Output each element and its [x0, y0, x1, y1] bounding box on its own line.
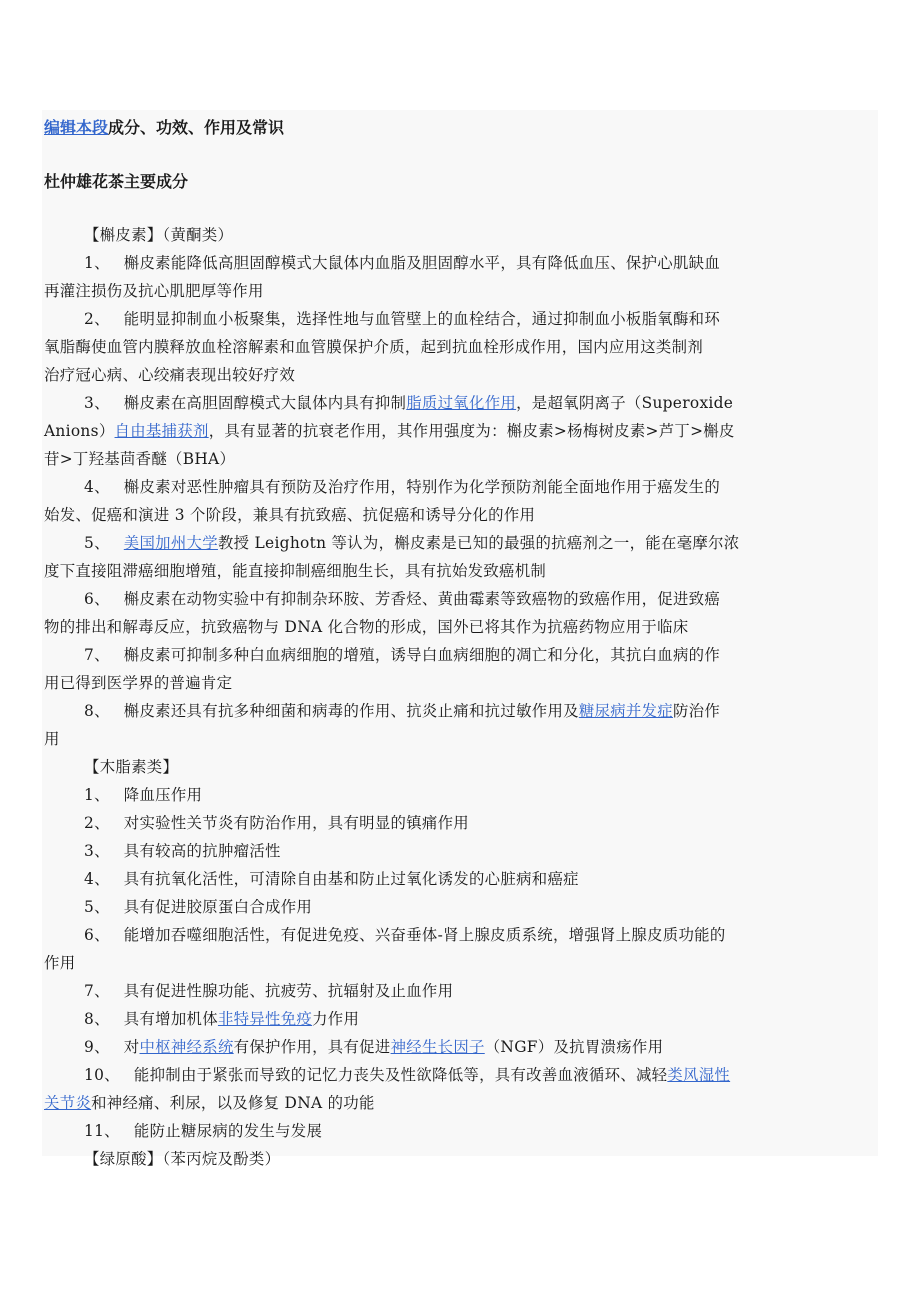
list-item: 5、 具有促进胶原蛋白合成作用	[84, 898, 313, 916]
list-item-cont: 氧脂酶使血管内膜释放血栓溶解素和血管膜保护介质，起到抗血栓形成作用，国内应用这类制剂	[44, 338, 704, 356]
list-item: 3、 槲皮素在高胆固醇模式大鼠体内具有抑制脂质过氧化作用，是超氧阴离子（Superoxide	[84, 394, 734, 412]
subheading: 杜仲雄花茶主要成分	[44, 172, 189, 191]
nonspecific-immunity-link[interactable]: 非特异性免疫	[217, 1010, 313, 1028]
edit-section-link[interactable]: 编辑本段	[44, 118, 109, 137]
list-item: 11、 能防止糖尿病的发生与发展	[84, 1122, 323, 1140]
list-item-cont: 物的排出和解毒反应，抗致癌物与 DNA 化合物的形成，国外已将其作为抗癌药物应用于临床	[44, 618, 689, 636]
flavonoids-title: 【槲皮素】（黄酮类）	[84, 226, 234, 244]
ngf-link[interactable]: 神经生长因子	[390, 1038, 485, 1056]
section-heading	[44, 114, 884, 142]
list-item: 8、 具有增加机体非特异性免疫力作用	[84, 1010, 360, 1028]
lignans-title: 【木脂素类】	[84, 758, 179, 776]
article-body	[44, 221, 884, 1173]
list-item: 8、 槲皮素还具有抗多种细菌和病毒的作用、抗炎止痛和抗过敏作用及糖尿病并发症防治作	[84, 702, 721, 720]
arthritis-link[interactable]: 关节炎	[44, 1094, 92, 1112]
list-item: 3、 具有较高的抗肿瘤活性	[84, 842, 281, 860]
document-content	[44, 112, 884, 1173]
list-item: 4、 具有抗氧化活性，可清除自由基和防止过氧化诱发的心脏病和癌症	[84, 870, 579, 888]
list-item: 1、 槲皮素能降低高胆固醇模式大鼠体内血脂及胆固醇水平，具有降低血压、保护心肌缺血	[84, 254, 721, 272]
list-item-cont: 度下直接阻滞癌细胞增殖，能直接抑制癌细胞生长，具有抗始发致癌机制	[44, 562, 547, 580]
list-item: 6、 能增加吞噬细胞活性，有促进免疫、兴奋垂体-肾上腺皮质系统，增强肾上腺皮质功能的	[84, 926, 726, 944]
section-title: 成分、功效、作用及常识	[108, 118, 285, 137]
list-item-cont: 作用	[44, 954, 76, 972]
free-radical-scavenger-link[interactable]: 自由基捕获剂	[114, 422, 209, 440]
list-item-cont: 再灌注损伤及抗心肌肥厚等作用	[44, 282, 264, 300]
list-item-cont: 关节炎和神经痛、利尿，以及修复 DNA 的功能	[44, 1094, 375, 1112]
list-item-cont: 始发、促癌和演进 3 个阶段，兼具有抗致癌、抗促癌和诱导分化的作用	[44, 506, 536, 524]
cns-link[interactable]: 中枢神经系统	[139, 1038, 234, 1056]
list-item: 5、 美国加州大学教授 Leighotn 等认为，槲皮素是已知的最强的抗癌剂之一，能在毫摩尔浓	[84, 534, 740, 552]
list-item: 7、 槲皮素可抑制多种白血病细胞的增殖，诱导白血病细胞的凋亡和分化，其抗白血病的作	[84, 646, 721, 664]
list-item: 10、 能抑制由于紧张而导致的记忆力丧失及性欲降低等，具有改善血液循环、减轻类风湿性	[84, 1066, 731, 1084]
uc-link[interactable]: 美国加州大学	[123, 534, 218, 552]
list-item-cont: Anions）自由基捕获剂，具有显著的抗衰老作用，其作用强度为：槲皮素>杨梅树皮素>芦丁>槲皮	[44, 422, 735, 440]
lipid-peroxidation-link[interactable]: 脂质过氧化作用	[406, 394, 517, 412]
list-item-cont: 苷>丁羟基茴香醚（BHA）	[44, 450, 236, 468]
list-item: 2、 对实验性关节炎有防治作用，具有明显的镇痛作用	[84, 814, 469, 832]
list-item: 6、 槲皮素在动物实验中有抑制杂环胺、芳香烃、黄曲霉素等致癌物的致癌作用，促进致癌	[84, 590, 721, 608]
list-item-cont: 治疗冠心病、心绞痛表现出较好疗效	[44, 366, 296, 384]
list-item-cont: 用已得到医学界的普遍肯定	[44, 674, 233, 692]
list-item: 4、 槲皮素对恶性肿瘤具有预防及治疗作用，特别作为化学预防剂能全面地作用于癌发生的	[84, 478, 721, 496]
chlorogenic-title: 【绿原酸】（苯丙烷及酚类）	[84, 1150, 281, 1168]
list-item: 2、 能明显抑制血小板聚集，选择性地与血管壁上的血栓结合，通过抑制血小板脂氧酶和环	[84, 310, 721, 328]
list-item: 7、 具有促进性腺功能、抗疲劳、抗辐射及止血作用	[84, 982, 454, 1000]
diabetes-complications-link[interactable]: 糖尿病并发症	[578, 702, 673, 720]
list-item-cont: 用	[44, 730, 60, 748]
list-item: 9、 对中枢神经系统有保护作用，具有促进神经生长因子（NGF）及抗胃溃疡作用	[84, 1038, 664, 1056]
list-item: 1、 降血压作用	[84, 786, 203, 804]
rheumatoid-link[interactable]: 类风湿性	[667, 1066, 731, 1084]
